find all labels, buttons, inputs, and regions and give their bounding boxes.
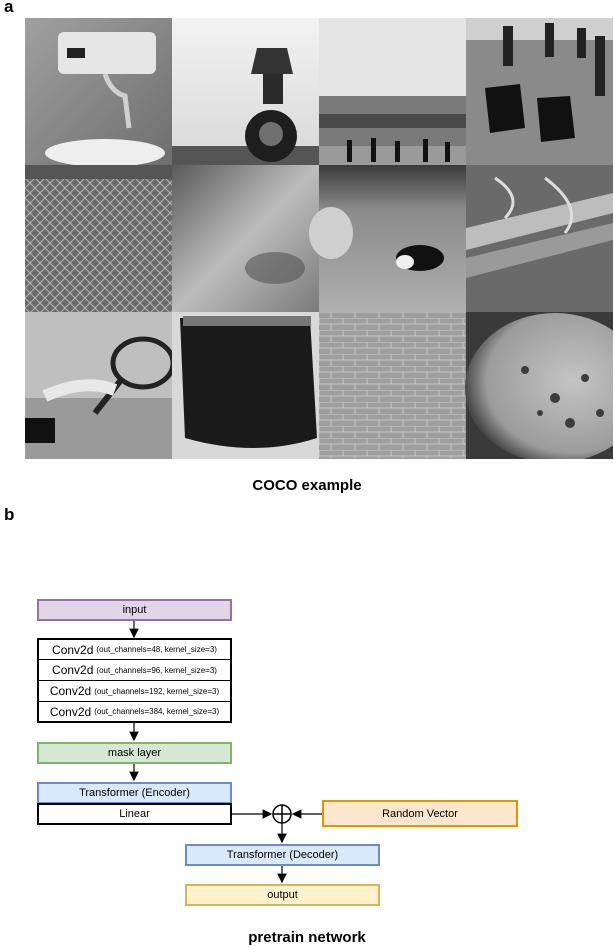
conv2d-2-name: Conv2d [52, 663, 94, 677]
coco-image-grid [25, 18, 613, 459]
conv2d-1-params: (out_channels=48, kernel_size=3) [96, 645, 217, 654]
panel-b-label: b [4, 505, 15, 524]
mask-layer-node: mask layer [37, 742, 232, 764]
input-node: input [37, 599, 232, 621]
add-operator-icon [273, 805, 291, 823]
conv2d-layer-1 [37, 638, 232, 660]
tile-brick-pavement [319, 312, 466, 459]
panel-b-caption: pretrain network [248, 929, 366, 946]
conv2d-layer-4 [37, 701, 232, 723]
panel-a-caption: COCO example [252, 477, 362, 494]
transformer-decoder-node: Transformer (Decoder) [185, 844, 380, 866]
linear-node: Linear [37, 803, 232, 825]
tile-toilet-flusher [25, 18, 172, 167]
conv2d-2-params: (out_channels=96, kernel_size=3) [96, 665, 217, 675]
tile-people-street [319, 18, 466, 165]
conv2d-layer-3 [37, 680, 232, 702]
tile-soup-bowl [465, 312, 613, 459]
output-node: output [185, 884, 380, 906]
conv2d-3-params: (out_channels=192, kernel_size=3) [94, 686, 220, 696]
tile-tennis-racket [25, 312, 173, 459]
tile-dog-on-grass [309, 165, 466, 312]
conv2d-3-name: Conv2d [49, 684, 92, 698]
conv2d-4-name: Conv2d [49, 704, 92, 719]
conv2d-1-name: Conv2d [52, 642, 94, 657]
tile-black-bag [172, 312, 319, 459]
tile-blurry-branch [172, 165, 319, 312]
conv2d-layer-2 [37, 659, 232, 681]
tile-boat-wood [466, 165, 613, 312]
tile-wire-fence [25, 165, 172, 312]
tile-camping-chairs [466, 18, 613, 165]
conv2d-4-params: (out_channels=384, kernel_size=3) [94, 707, 220, 716]
random-vector-node: Random Vector [322, 800, 518, 827]
panel-a-label: a [4, 0, 14, 16]
tile-steam-locomotive [172, 18, 319, 165]
transformer-encoder-node: Transformer (Encoder) [37, 782, 232, 804]
